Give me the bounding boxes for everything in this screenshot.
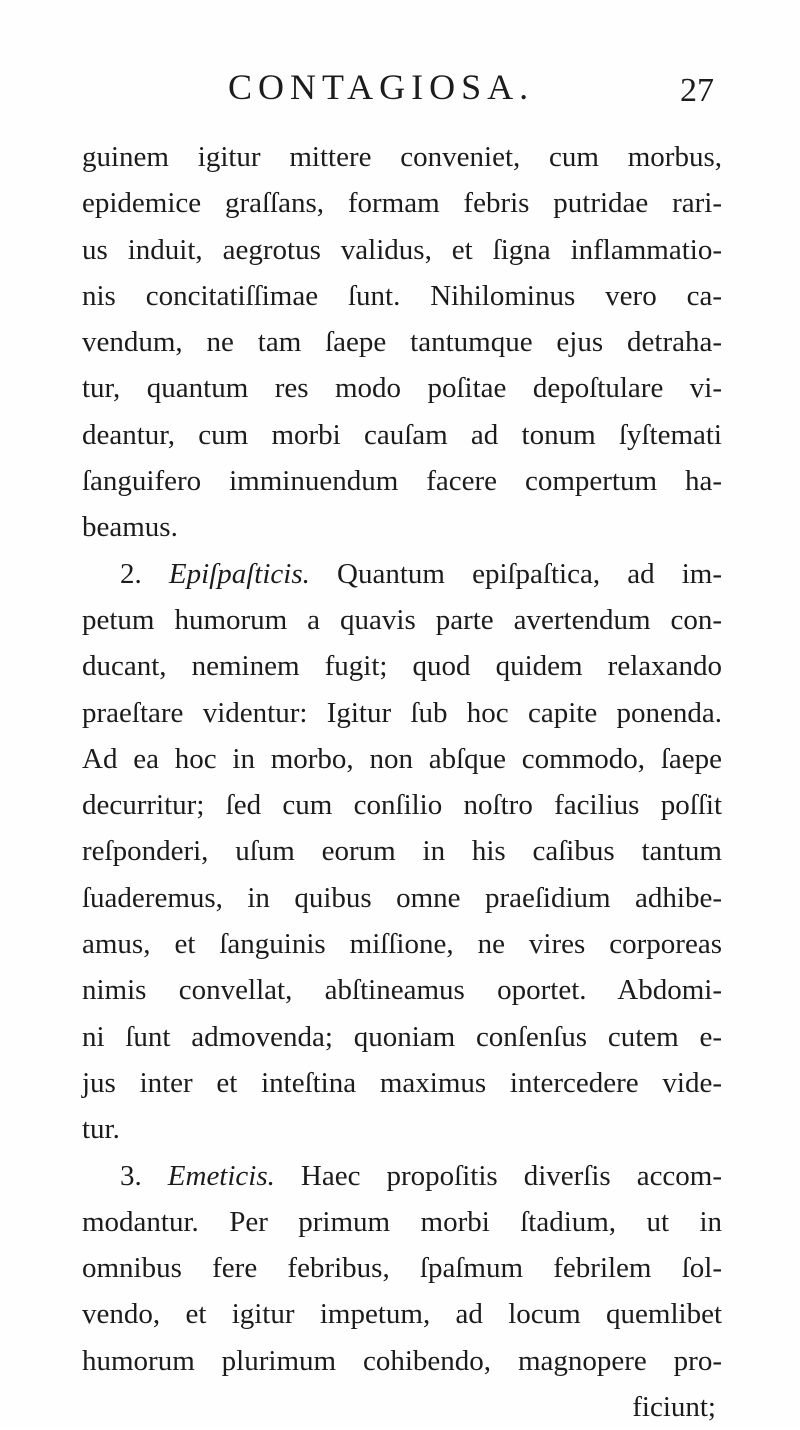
catchword: ficiunt; (632, 1391, 716, 1424)
text-line: vendo, et igitur impetum, ad locum quemlibet (82, 1298, 722, 1331)
text-line: deantur, cum morbi cauſam ad tonum ſyſtemati (82, 418, 722, 451)
text-line: modantur. Per primum morbi ſtadium, ut in (82, 1205, 722, 1238)
text-line: epidemice graſſans, formam febris putridae rari- (82, 187, 722, 220)
text-line: decurritur; ſed cum conſilio noſtro facilius poſſit (82, 789, 722, 822)
text-line: ſanguifero imminuendum facere compertum ha- (82, 465, 722, 498)
section-heading: Epiſpaſticis. (168, 557, 310, 590)
text-line: us induit, aegrotus validus, et ſigna inflammatio- (82, 233, 722, 266)
paragraph-2-first-line (82, 551, 722, 597)
text-line: reſponderi, uſum eorum in his caſibus tantum (82, 835, 722, 868)
text-line: beamus. (82, 511, 178, 544)
text-span: Haec propoſitis diverſis accom- (300, 1159, 723, 1192)
text-line: tur. (82, 1113, 120, 1146)
text-line: jus inter et inteſtina maximus intercedere vide- (82, 1066, 722, 1099)
text-line: vendum, ne tam ſaepe tantumque ejus detraha- (82, 326, 722, 359)
paragraph-3-first-line (82, 1153, 722, 1199)
paragraph-number: 3. (120, 1159, 142, 1192)
text-line: amus, et ſanguinis miſſione, ne vires corporeas (82, 928, 722, 961)
text-line: nimis convellat, abſtineamus oportet. Abdomi- (82, 974, 722, 1007)
text-line: ſuaderemus, in quibus omne praeſidium adhibe- (82, 881, 722, 914)
text-line: ni ſunt admovenda; quoniam conſenſus cutem e- (82, 1020, 722, 1053)
section-heading: Emeticis. (167, 1159, 275, 1192)
text-line: ducant, neminem fugit; quod quidem relaxando (82, 650, 722, 683)
text-line: humorum plurimum cohibendo, magnopere pro- (82, 1344, 722, 1377)
text-line: nis concitatiſſimae ſunt. Nihilominus vero ca- (82, 279, 722, 312)
running-head: CONTAGIOSA. (228, 67, 535, 107)
page-number: 27 (680, 72, 714, 109)
paragraph-number: 2. (120, 557, 142, 590)
text-line: omnibus fere febribus, ſpaſmum febrilem ſol- (82, 1252, 722, 1285)
text-line: petum humorum a quavis parte avertendum con- (82, 603, 722, 636)
body-text (82, 134, 722, 1430)
text-line: guinem igitur mittere conveniet, cum morbus, (82, 141, 722, 173)
text-line: tur, quantum res modo poſitae depoſtulare vi- (82, 372, 722, 405)
text-span: Quantum epiſpaſtica, ad im- (337, 557, 723, 590)
text-line: praeſtare videntur: Igitur ſub hoc capite ponenda. (82, 696, 722, 729)
text-line: Ad ea hoc in morbo, non abſque commodo, ſaepe (82, 742, 722, 775)
